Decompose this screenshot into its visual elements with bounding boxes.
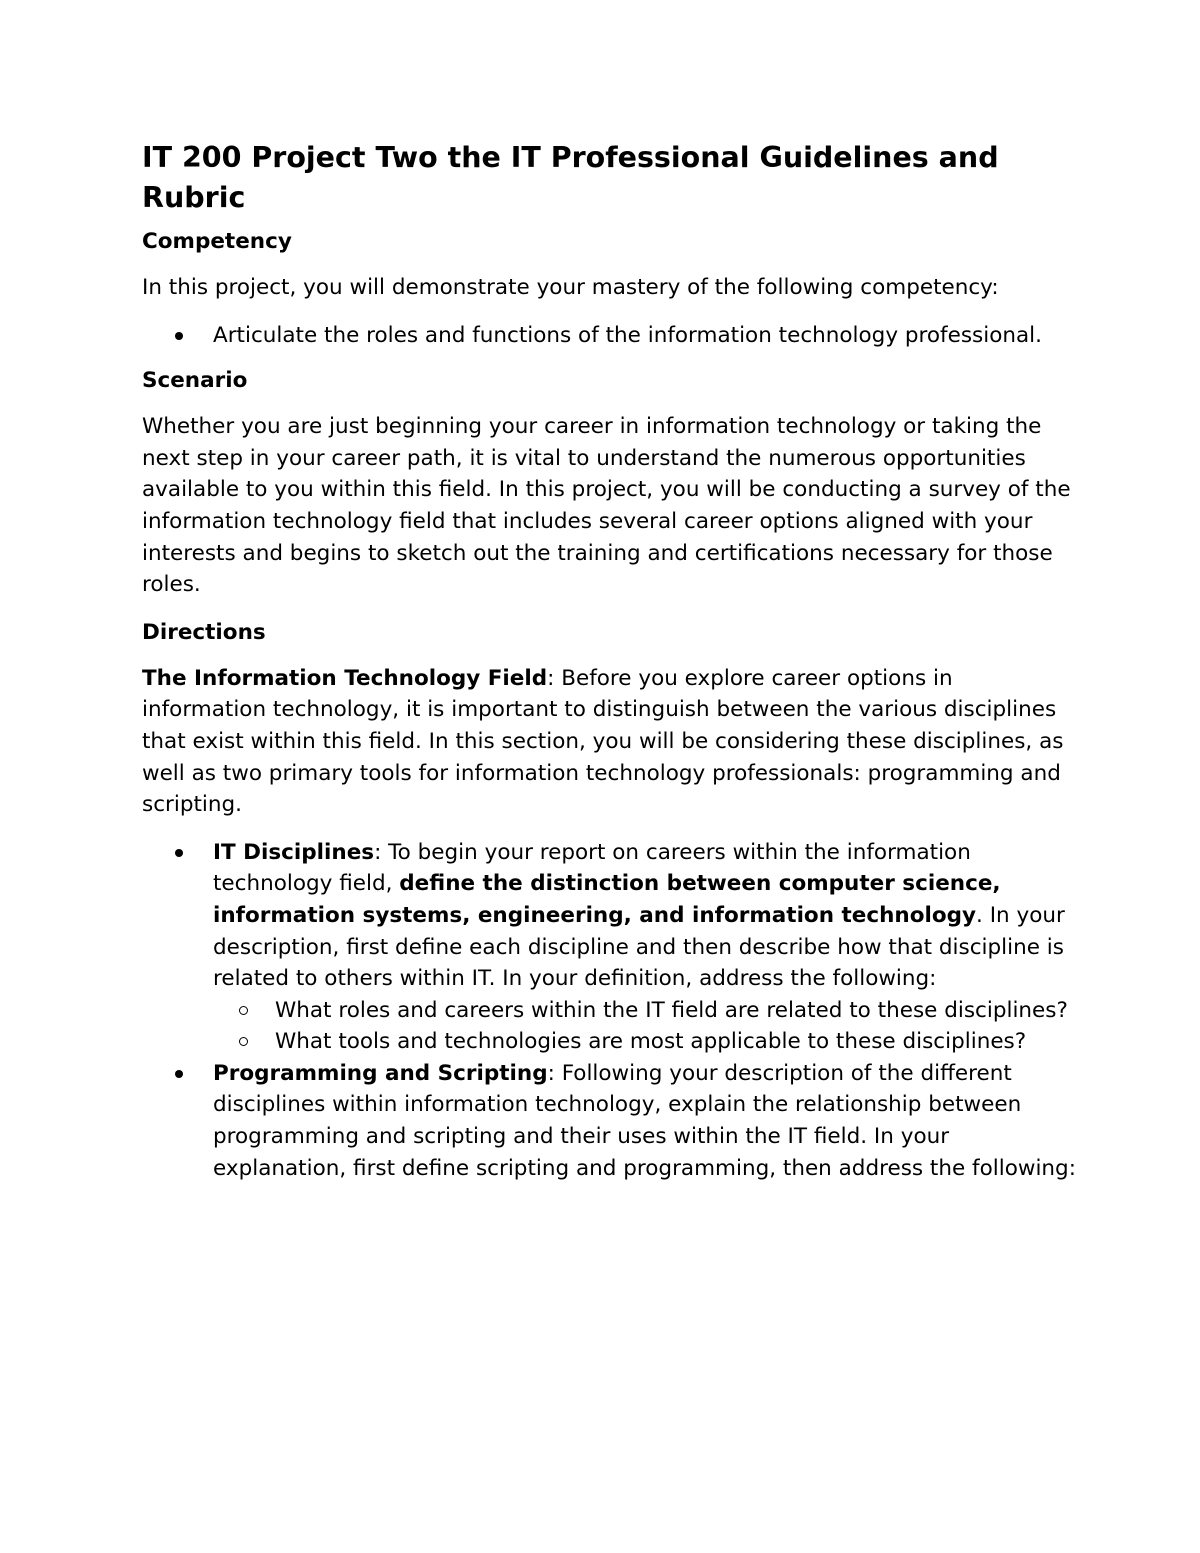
list-item [142, 1058, 1082, 1184]
programming-scripting-label: Programming and Scripting [213, 1060, 548, 1086]
list-item [142, 320, 1082, 352]
it-field-paragraph [142, 663, 1082, 821]
directions-heading: Directions [142, 619, 266, 645]
hollow-bullet-icon [239, 1037, 248, 1046]
scenario-text: Whether you are just beginning your career in information technology or taking the next step in your career path, it is vital to understand the numerous opportunities available to you within this field. In this project, you will be conducting a survey of the information technology field that includes several career options aligned with your interests and begins to sketch out the training and certifications necessary for those roles. [142, 414, 1071, 598]
it-field-label: The Information Technology Field [142, 665, 548, 691]
list-item [213, 1026, 1082, 1058]
competency-list [142, 320, 1082, 352]
document-page [142, 138, 1082, 1198]
it-disciplines-sublist [213, 995, 1082, 1058]
document-title: IT 200 Project Two the IT Professional Guidelines and Rubric [142, 141, 999, 214]
bullet-icon [175, 332, 183, 340]
directions-list [142, 837, 1082, 1185]
competency-heading: Competency [142, 229, 292, 254]
it-disciplines-text-a: : To begin your report on careers within the information technology field, [213, 839, 971, 897]
programming-scripting-text: : Following your description of the different disciplines within information technology, explain the relationship between programming and scripting and their uses within the IT field. In your explanation, first define scripting and programming, then address the following: [213, 1060, 1076, 1181]
sub-item-text: What roles and careers within the IT field are related to these disciplines? [275, 997, 1068, 1023]
it-field-text: : Before you explore career options in information technology, it is important to distinguish between the various disciplines that exist within this field. In this section, you will be considering these disciplines, as well as two primary tools for information technology professionals: programming and scripting. [142, 665, 1064, 818]
hollow-bullet-icon [239, 1006, 248, 1015]
competency-bullet-text: Articulate the roles and functions of the information technology professional. [213, 322, 1042, 348]
bullet-icon [175, 1070, 183, 1078]
list-item [213, 995, 1082, 1027]
it-disciplines-emphasis: define the distinction between computer science, information systems, engineering, and information technology [213, 871, 1001, 928]
it-disciplines-text-b: . In your description, first define each discipline and then describe how that discipline is related to others within IT. In your definition, address the following: [213, 902, 1065, 992]
bullet-icon [175, 849, 183, 857]
competency-intro: In this project, you will demonstrate your mastery of the following competency: [142, 275, 999, 300]
it-disciplines-label: IT Disciplines [213, 839, 375, 865]
sub-item-text: What tools and technologies are most applicable to these disciplines? [275, 1029, 1027, 1055]
scenario-heading: Scenario [142, 368, 248, 394]
list-item [142, 837, 1082, 1058]
